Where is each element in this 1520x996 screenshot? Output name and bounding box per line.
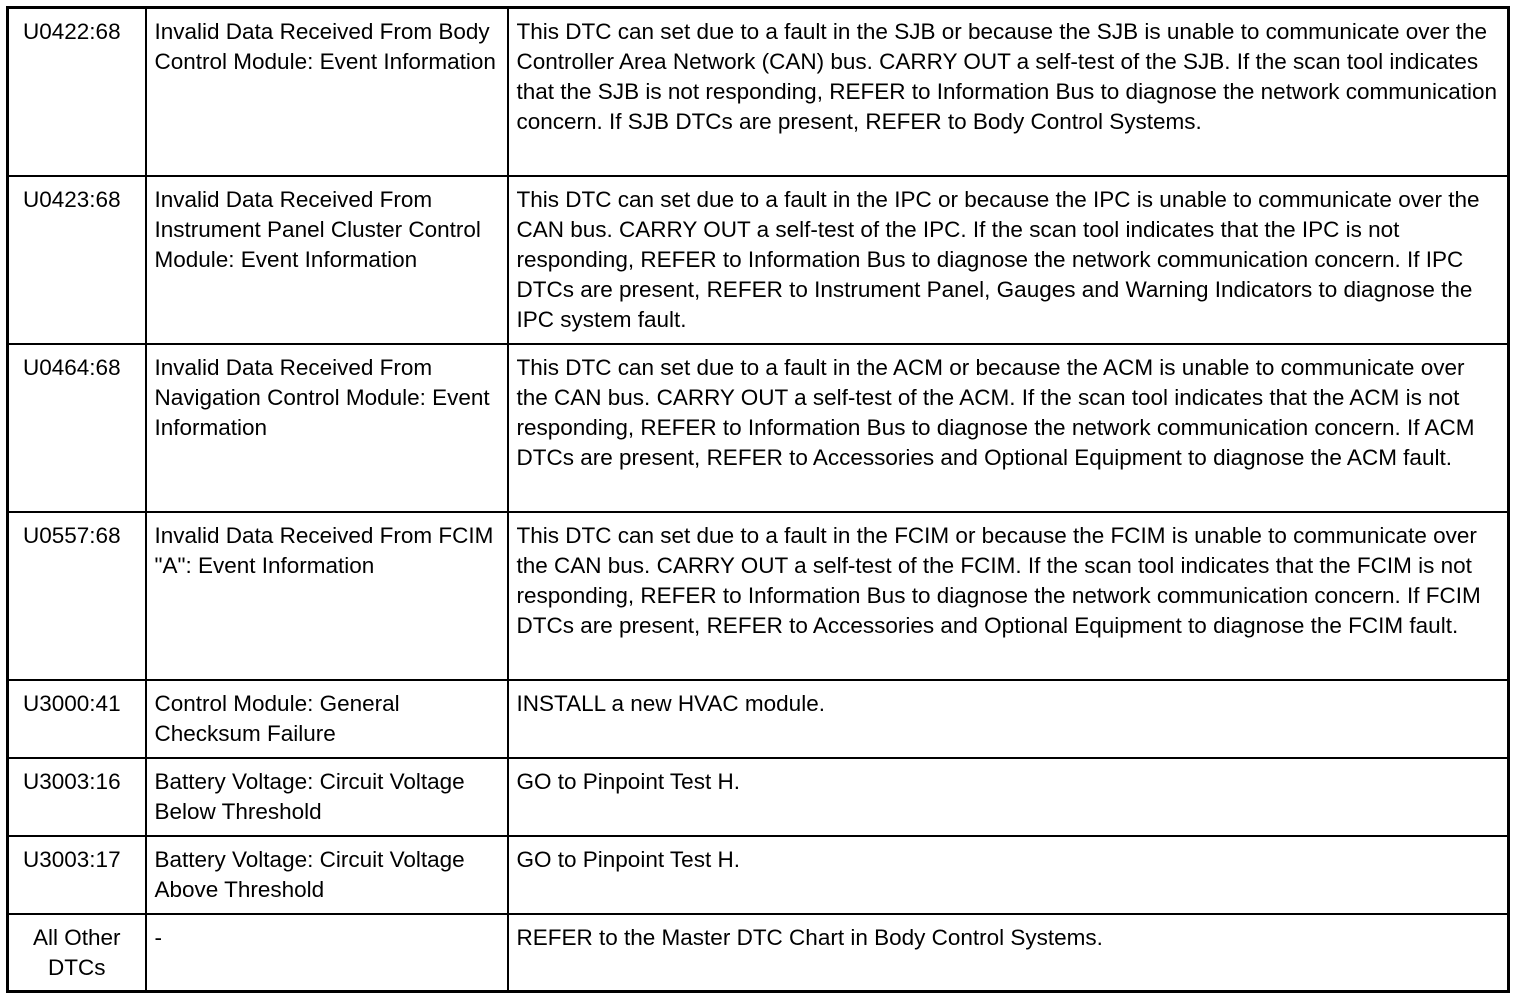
dtc-code-cell: U3003:16 (8, 758, 146, 836)
table-row (8, 680, 1509, 758)
dtc-code-cell: U3000:41 (8, 680, 146, 758)
dtc-description-cell: Battery Voltage: Circuit Voltage Below Threshold (146, 758, 508, 836)
dtc-action-cell: GO to Pinpoint Test H. (508, 836, 1509, 914)
dtc-action-cell: This DTC can set due to a fault in the ACM or because the ACM is unable to communicate over the CAN bus. CARRY OUT a self-test of the ACM. If the scan tool indicates that the ACM is not responding, REFER to Information Bus to diagnose the network communication concern. If ACM DTCs are present, REFER to Accessories and Optional Equipment to diagnose the ACM fault. (508, 344, 1509, 512)
table-row (8, 914, 1509, 992)
dtc-action-cell: REFER to the Master DTC Chart in Body Control Systems. (508, 914, 1509, 992)
table-row (8, 758, 1509, 836)
dtc-action-cell: INSTALL a new HVAC module. (508, 680, 1509, 758)
dtc-table (6, 6, 1510, 993)
dtc-action-cell: GO to Pinpoint Test H. (508, 758, 1509, 836)
dtc-action-cell: This DTC can set due to a fault in the IPC or because the IPC is unable to communicate over the CAN bus. CARRY OUT a self-test of the IPC. If the scan tool indicates that the IPC is not responding, REFER to Information Bus to diagnose the network communication concern. If IPC DTCs are present, REFER to Instrument Panel, Gauges and Warning Indicators to diagnose the IPC system fault. (508, 176, 1509, 344)
dtc-action-cell: This DTC can set due to a fault in the FCIM or because the FCIM is unable to communicate over the CAN bus. CARRY OUT a self-test of the FCIM. If the scan tool indicates that the FCIM is not responding, REFER to Information Bus to diagnose the network communication concern. If FCIM DTCs are present, REFER to Accessories and Optional Equipment to diagnose the FCIM fault. (508, 512, 1509, 680)
dtc-code-cell: All Other DTCs (8, 914, 146, 992)
dtc-description-cell: - (146, 914, 508, 992)
dtc-description-cell: Control Module: General Checksum Failure (146, 680, 508, 758)
dtc-code-cell: U0464:68 (8, 344, 146, 512)
dtc-code-cell: U0422:68 (8, 8, 146, 176)
table-row (8, 344, 1509, 512)
table-row (8, 836, 1509, 914)
dtc-description-cell: Invalid Data Received From Navigation Control Module: Event Information (146, 344, 508, 512)
dtc-description-cell: Invalid Data Received From FCIM "A": Event Information (146, 512, 508, 680)
table-row (8, 8, 1509, 176)
table-row (8, 176, 1509, 344)
dtc-description-cell: Battery Voltage: Circuit Voltage Above Threshold (146, 836, 508, 914)
dtc-action-cell: This DTC can set due to a fault in the SJB or because the SJB is unable to communicate over the Controller Area Network (CAN) bus. CARRY OUT a self-test of the SJB. If the scan tool indicates that the SJB is not responding, REFER to Information Bus to diagnose the network communication concern. If SJB DTCs are present, REFER to Body Control Systems. (508, 8, 1509, 176)
table-row (8, 512, 1509, 680)
dtc-code-cell: U0423:68 (8, 176, 146, 344)
dtc-code-cell: U3003:17 (8, 836, 146, 914)
dtc-code-cell: U0557:68 (8, 512, 146, 680)
dtc-description-cell: Invalid Data Received From Body Control Module: Event Information (146, 8, 508, 176)
dtc-description-cell: Invalid Data Received From Instrument Panel Cluster Control Module: Event Information (146, 176, 508, 344)
